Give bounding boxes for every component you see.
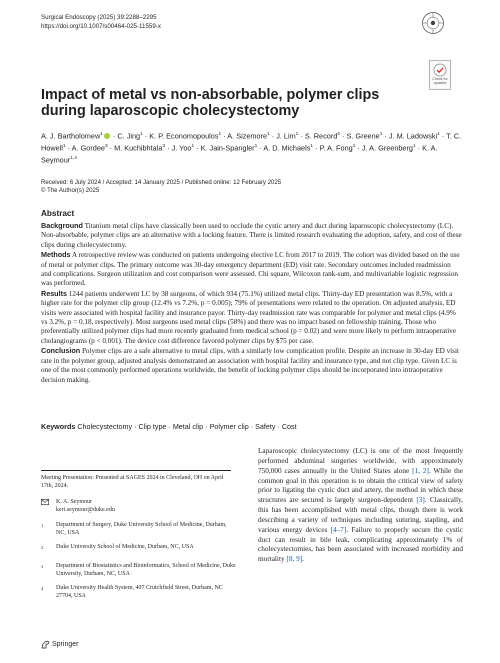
- author-name[interactable]: A. D. Michaels: [263, 143, 311, 153]
- footnotes: [41, 475, 236, 608]
- author-separator: ·: [313, 143, 320, 153]
- check-for-updates-badge[interactable]: [429, 60, 451, 90]
- check-updates-line2: updates: [433, 81, 447, 85]
- author-separator: ·: [355, 143, 362, 153]
- affiliation-item: [41, 544, 236, 556]
- affiliation-number: 2: [41, 545, 44, 551]
- author-affiliation-marker: 1: [100, 132, 103, 137]
- author-name[interactable]: K. P. Economopoulos: [149, 131, 219, 141]
- keywords: [41, 422, 462, 431]
- author-affiliation-marker: 1: [62, 144, 66, 150]
- abstract-body: [41, 221, 462, 385]
- article-title: Impact of metal vs non-absorbable, polymer clips during laparoscopic cholecystectomy: [41, 87, 380, 120]
- publication-dates: [41, 179, 281, 194]
- author-separator: ·: [221, 131, 228, 141]
- publisher-name: Springer: [52, 641, 79, 648]
- citation-link[interactable]: [3]: [416, 496, 425, 505]
- author-affiliation-marker: 1: [379, 132, 383, 137]
- affiliation-item: [41, 585, 236, 600]
- abstract-section-text: Titanium metal clips have classically been used to occlude the cystic artery and duct during laparoscopic cholecystectomy (LC). Non-absorbable, polymer clips are an alternative with a locking feature. There is limited research evaluating the adoption, safety, and cost of these clips during cholecystectomy.: [41, 222, 462, 249]
- author-name[interactable]: J. A. Greenberg: [361, 143, 413, 153]
- author-name[interactable]: P. A. Fong: [319, 143, 353, 153]
- author-affiliation-marker: 1: [140, 132, 143, 137]
- author-separator: ·: [298, 131, 305, 141]
- body-text-segment: . Failure to properly secure the cystic duct can result in bile leak, complicating approximately 1% of cholecystectomies, has been associated with increased morbidity and mortality: [258, 525, 463, 564]
- abstract-section-text: 1244 patients underwent LC by 38 surgeons, of which 934 (75.1%) utilized metal clips. Thirty-day ED presentation was 8.5%, with a higher rate for the polymer clip group (12.4% vs 7.2%, p = 0.005); 79% of presentations were related to the operation. On adjusted analysis, ED visits were associated with hospital facility and insurance payor. Thirty-day readmission rate was comparable for polymer and metal clips (4.9% vs 3.2%, p = 0.18, respectively). Most surgeons used metal clips (58%) and there was no impact based on fellowship training. Those who preferentially utilized polymer clips had more recently graduated from medical school (p = 0.02) and were more likely to perform intraoperative cholangiograms (p < 0.001). The device cost difference favored polymer clips by $75 per case.: [41, 289, 456, 345]
- abstract-section-label: Methods: [41, 250, 71, 260]
- meeting-presentation: Meeting Presentation: Presented at SAGES 2024 in Cleveland, OH on April 17th, 2024.: [41, 475, 224, 489]
- citation-link[interactable]: [4–7]: [330, 525, 347, 534]
- citation-link[interactable]: [8, 9]: [286, 555, 303, 564]
- body-text-segment: Laparoscopic cholecystectomy (LC) is one of the most frequently performed abdominal surgeries worldwide, with approximately 750,000 cases annually in the United States alone: [258, 447, 463, 475]
- keywords-list: Cholecystectomy · Clip type · Metal clip · Polymer clip · Safety · Cost: [77, 422, 297, 431]
- author-name[interactable]: M. Kuchibhtala: [114, 143, 163, 153]
- check-updates-line1: Check for: [432, 77, 448, 81]
- corresponding-author: [41, 499, 236, 514]
- journal-logo-icon: [421, 11, 445, 35]
- journal-header: [41, 14, 161, 31]
- affiliation-item: [41, 522, 236, 537]
- body-text-segment: . While the common goal in this operation is to obtain the critical view of safety prior to ligating the cystic duct and artery, the method in which these structures are secured is largely surgeon-dependent: [258, 466, 463, 505]
- abstract-section: [41, 250, 462, 289]
- abstract-heading: Abstract: [41, 209, 75, 218]
- doi-link[interactable]: https://doi.org/10.1007/s00464-025-11559-x: [41, 22, 161, 30]
- author-separator: ·: [107, 143, 115, 153]
- springer-horse-icon: [41, 640, 50, 649]
- affiliation-number: 4: [41, 586, 44, 592]
- envelope-icon: [41, 499, 56, 514]
- keywords-label: Keywords: [41, 422, 76, 431]
- citation-link[interactable]: [1, 2]: [412, 466, 429, 475]
- author-list: [41, 130, 466, 167]
- author-affiliation-marker: 1: [310, 144, 314, 150]
- author-name[interactable]: J. Yoo: [171, 143, 192, 153]
- author-affiliation-marker: 1: [352, 144, 356, 150]
- orcid-icon[interactable]: [104, 133, 110, 139]
- author-name[interactable]: S. Record: [304, 131, 338, 141]
- author-separator: ·: [269, 131, 277, 141]
- author-separator: ·: [165, 143, 172, 153]
- publisher-footer: [41, 640, 78, 649]
- author-separator: ·: [142, 131, 150, 141]
- affiliation-list: [41, 522, 236, 601]
- author-affiliation-marker: 2: [337, 132, 340, 137]
- author-separator: ·: [65, 143, 72, 153]
- author-name[interactable]: A. J. Bartholomew: [41, 131, 101, 141]
- affiliation-text: Duke University Health System, 407 Crutchfield Street, Durham, NC 27704, USA: [56, 585, 223, 600]
- author-name[interactable]: C. Jing: [117, 131, 141, 141]
- author-name[interactable]: A. Sizemore: [227, 131, 268, 141]
- affiliation-number: 3: [41, 563, 44, 569]
- affiliation-text: Department of Biostatistics and Bioinformatics, School of Medicine, Duke University, Durham, NC, USA: [56, 562, 236, 577]
- author-separator: ·: [257, 143, 264, 153]
- author-separator: ·: [415, 143, 423, 153]
- author-affiliation-marker: 1: [254, 144, 258, 150]
- copyright-line: © The Author(s) 2025: [41, 186, 100, 194]
- author-separator: ·: [382, 131, 389, 141]
- author-separator: ·: [110, 131, 118, 141]
- author-name[interactable]: J. Lim: [276, 131, 296, 141]
- journal-citation: Surgical Endoscopy (2025) 39:2288–2295: [41, 14, 157, 21]
- abstract-section: [41, 346, 462, 385]
- author-name[interactable]: K. Jain-Spangler: [200, 143, 255, 153]
- journal-logo: [421, 11, 445, 35]
- abstract-section-label: Background: [41, 221, 83, 230]
- author-affiliation-marker: 1: [267, 132, 270, 137]
- affiliation-number: 1: [41, 522, 44, 528]
- footnote-divider: [41, 470, 231, 471]
- affiliation-text: Department of Surgery, Duke University School of Medicine, Durham, NC, USA: [56, 521, 227, 536]
- abstract-section-label: Conclusion: [41, 346, 81, 356]
- author-affiliation-marker: 3: [104, 144, 108, 150]
- author-name[interactable]: T. C. Howell: [41, 131, 462, 153]
- author-separator: ·: [339, 131, 347, 141]
- corresponding-name: K. A. Seymour: [56, 499, 92, 506]
- introduction-paragraph: [258, 447, 463, 565]
- author-separator: ·: [194, 143, 201, 153]
- corresponding-email[interactable]: keri.seymour@duke.edu: [56, 507, 115, 514]
- abstract-section: [41, 289, 462, 346]
- author-affiliation-marker: 1,4: [70, 156, 77, 162]
- abstract-section-label: Results: [41, 288, 67, 298]
- abstract-section: [41, 221, 462, 250]
- abstract-section-text: Polymer clips are a safe alternative to metal clips, with a similarly low complication profile. Despite an increase in 30-day ED visit rate in the polymer group, adjusted analysis demonstrated an association with hospital facility and insurance type, and not clip type. Given LC is one of the most commonly performed operations worldwide, the benefit of locking polymer clips should be incorporated into intraoperative decision making.: [41, 347, 459, 384]
- body-text-segment: . Classically, this has been accomplished with metal clips, though there is work describing a variety of techniques including suturing, stapling, and various energy devices: [258, 496, 463, 534]
- received-accepted-published: Received: 6 July 2024 / Accepted: 14 January 2025 / Published online: 12 February 2025: [41, 179, 282, 186]
- author-affiliation-marker: 1: [295, 132, 299, 137]
- author-separator: ·: [439, 131, 447, 141]
- author-name[interactable]: J. M. Ladowski: [388, 131, 438, 141]
- author-affiliation-marker: 3: [162, 144, 166, 150]
- author-affiliation-marker: 1: [412, 144, 416, 150]
- author-affiliation-marker: 1: [191, 144, 195, 150]
- body-paragraph: [258, 447, 463, 565]
- affiliation-item: [41, 563, 236, 578]
- check-updates-icon: [433, 63, 447, 77]
- body-text-segment: .: [302, 555, 304, 564]
- author-name[interactable]: A. Gordee: [71, 143, 105, 153]
- abstract-section-text: A retrospective review was conducted on patients undergoing elective LC from 2017 to 2019. The cohort was divided based on the use of metal or polymer clips. The primary outcome was 30-day emergency department (ED) visit rate. Secondary outcomes included readmission and complications. Surgeon utilization and cost comparison were assessed. Chi square, Wilcoxon rank-sum, and multivariable logistic regression was performed.: [41, 251, 460, 288]
- affiliation-text: Duke University School of Medicine, Durham, NC, USA: [56, 544, 194, 551]
- author-name[interactable]: K. A. Seymour: [41, 143, 438, 165]
- author-affiliation-marker: 1: [218, 132, 222, 137]
- author-affiliation-marker: 1: [437, 132, 440, 137]
- author-name[interactable]: S. Greene: [346, 131, 380, 141]
